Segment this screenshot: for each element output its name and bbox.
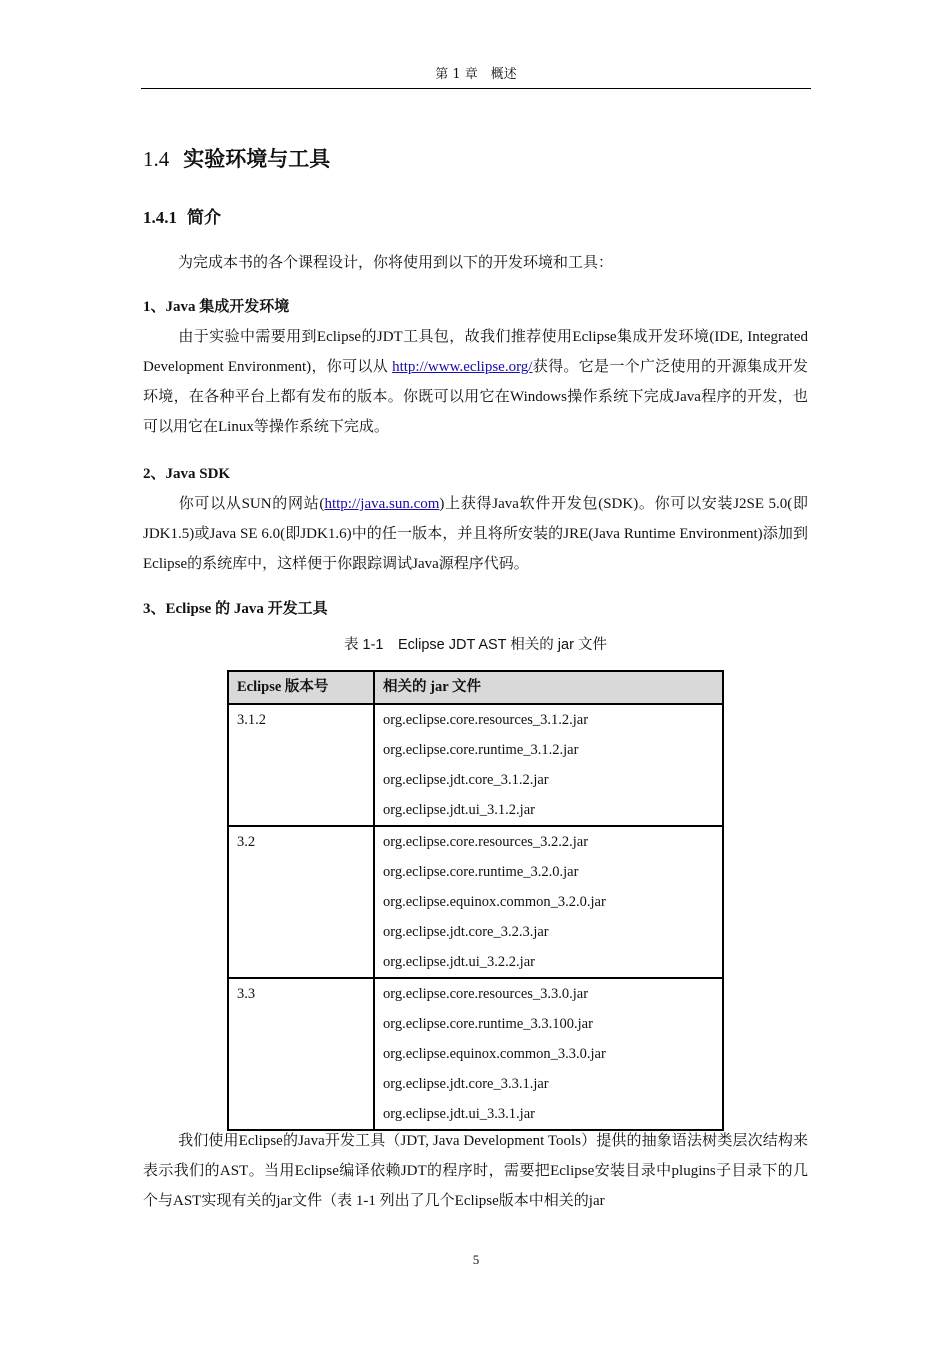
jar-list-cell xyxy=(374,704,723,826)
item-2-paragraph xyxy=(143,489,808,579)
jar-file: org.eclipse.core.resources_3.1.2.jar xyxy=(383,712,589,728)
java-sun-url-link[interactable]: http://java.sun.com xyxy=(324,496,440,512)
item-2-text-after: )上获得Java软件开发包(SDK)。你可以安装J2SE 5.0(即JDK1.5)或Java SE 6.0(即JDK1.6)中的任一版本，并且将所安装的JRE(Java Runtime Environment)添加到Eclipse的系统库中，这样便于你跟踪调试Java源程序代码。 xyxy=(143,496,808,572)
table-row xyxy=(228,826,723,978)
item-1-paragraph xyxy=(143,322,808,442)
jar-file: org.eclipse.jdt.core_3.2.3.jar xyxy=(383,924,549,940)
version-cell: 3.2 xyxy=(228,826,374,978)
jar-file: org.eclipse.jdt.ui_3.1.2.jar xyxy=(383,802,535,818)
closing-paragraph xyxy=(143,1126,808,1216)
section-heading xyxy=(143,144,330,174)
subsection-title: 简介 xyxy=(187,208,221,228)
jar-file: org.eclipse.jdt.ui_3.3.1.jar xyxy=(383,1106,535,1122)
item-3-heading: 3、Eclipse 的 Java 开发工具 xyxy=(143,601,328,617)
version-cell: 3.1.2 xyxy=(228,704,374,826)
table-row xyxy=(228,978,723,1130)
jar-list-cell xyxy=(374,826,723,978)
jar-list-cell xyxy=(374,978,723,1130)
column-header-version: Eclipse 版本号 xyxy=(228,671,374,704)
table-caption: 表 1-1 Eclipse JDT AST 相关的 jar 文件 xyxy=(344,637,607,653)
jar-files-table xyxy=(227,670,724,1131)
jar-file: org.eclipse.core.resources_3.2.2.jar xyxy=(383,834,589,850)
item-2-text-before: 你可以从SUN的网站( xyxy=(178,496,325,512)
item-1-text-before: 由于实验中需要用到Eclipse的JDT工具包，故我们推荐使用Eclipse集成开发环境(IDE, Integrated Development Environment)，你可以从 xyxy=(143,329,808,375)
jar-file: org.eclipse.equinox.common_3.2.0.jar xyxy=(383,894,606,910)
jar-file: org.eclipse.core.runtime_3.1.2.jar xyxy=(383,742,579,758)
jar-file: org.eclipse.equinox.common_3.3.0.jar xyxy=(383,1046,606,1062)
subsection-heading xyxy=(143,206,221,230)
header-rule xyxy=(141,88,811,89)
jar-file: org.eclipse.jdt.core_3.1.2.jar xyxy=(383,772,549,788)
subsection-number: 1.4.1 xyxy=(143,208,177,227)
section-title: 实验环境与工具 xyxy=(183,146,331,171)
intro-text: 为完成本书的各个课程设计，你将使用到以下的开发环境和工具： xyxy=(178,255,614,271)
jar-file: org.eclipse.core.resources_3.3.0.jar xyxy=(383,986,589,1002)
section-number: 1.4 xyxy=(143,147,170,171)
table-row xyxy=(228,704,723,826)
table-header-row xyxy=(228,671,723,704)
jar-file: org.eclipse.jdt.ui_3.2.2.jar xyxy=(383,954,535,970)
version-cell: 3.3 xyxy=(228,978,374,1130)
jar-file: org.eclipse.jdt.core_3.3.1.jar xyxy=(383,1076,549,1092)
running-head: 第 1 章 概述 xyxy=(435,67,517,82)
intro-paragraph xyxy=(143,248,808,278)
closing-text: 我们使用Eclipse的Java开发工具（JDT, Java Development Tools）提供的抽象语法树类层次结构来表示我们的AST。当用Eclipse编译依赖JDT的程序时，需要把Eclipse安装目录中plugins子目录下的几个与AST实现有关的jar文件（表 1-1 列出了几个Eclipse版本中相关的jar xyxy=(143,1133,808,1209)
page-number: 5 xyxy=(472,1252,480,1267)
item-2-heading: 2、Java SDK xyxy=(143,466,231,482)
item-1-heading: 1、Java 集成开发环境 xyxy=(143,299,290,315)
jar-file: org.eclipse.core.runtime_3.2.0.jar xyxy=(383,864,579,880)
column-header-jars: 相关的 jar 文件 xyxy=(374,671,723,704)
jar-file: org.eclipse.core.runtime_3.3.100.jar xyxy=(383,1016,593,1032)
eclipse-url-link[interactable]: http://www.eclipse.org/ xyxy=(392,359,533,375)
item-1-text-after: 获得。它是一个广泛使用的开源集成开发环境，在各种平台上都有发布的版本。你既可以用它在Windows操作系统下完成Java程序的开发，也可以用它在Linux等操作系统下完成。 xyxy=(143,359,808,435)
